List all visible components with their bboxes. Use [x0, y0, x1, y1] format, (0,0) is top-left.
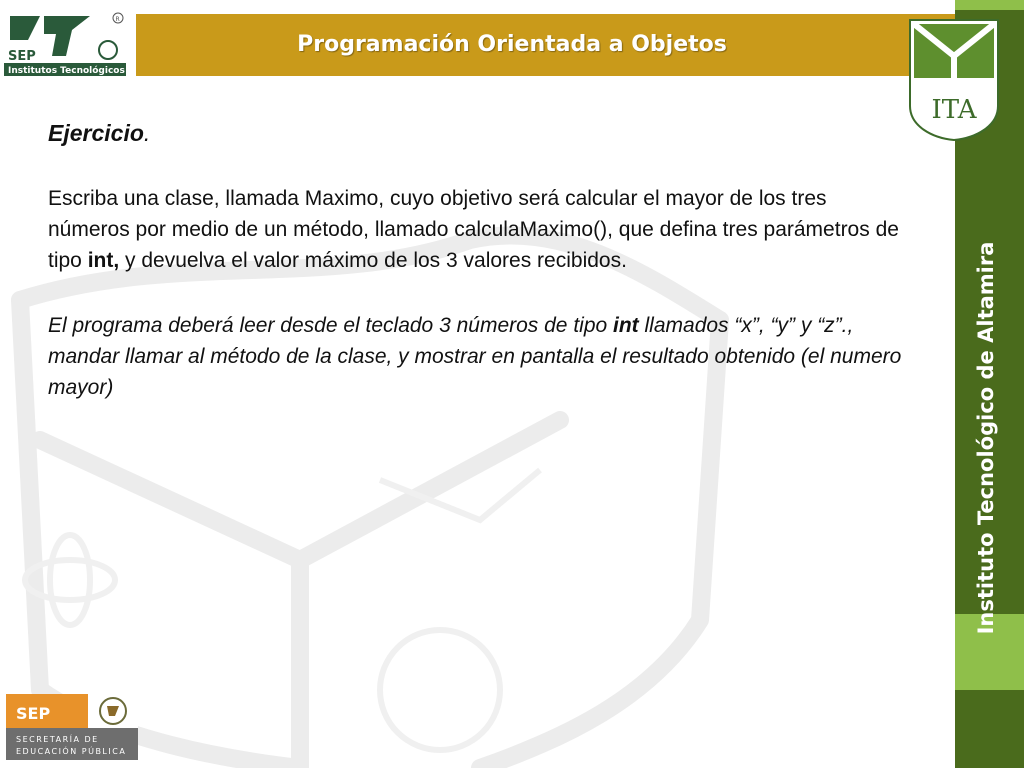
- p1-keyword-int: int,: [87, 249, 120, 272]
- ita-shield-icon: [906, 16, 1002, 142]
- institution-name: Instituto Tecnológico de Altamira: [974, 241, 998, 635]
- sep-top-abbr: SEP: [8, 49, 36, 64]
- sep-eagle-icon: [0, 0, 136, 86]
- ita-abbr: ITA: [931, 95, 977, 125]
- sep-bottom-line2: EDUCACIÓN PÚBLICA: [16, 747, 127, 756]
- sep-mexico-crest-icon: [6, 694, 138, 760]
- registered-mark: R: [115, 16, 120, 23]
- exercise-paragraph-1: [48, 183, 908, 276]
- ita-logo: [906, 16, 1002, 142]
- exercise-heading: [48, 118, 908, 149]
- exercise-content: [48, 118, 908, 437]
- p2-text-b: llamados “x”, “y” y “z”., mandar llamar al método de la clase, y mostrar en pantalla el resultado obtenido (el numero mayor): [48, 314, 902, 399]
- sep-secretaria-logo: [6, 694, 138, 760]
- slide-title: Programación Orientada a Objetos: [297, 32, 727, 57]
- p2-text-a: El programa deberá leer desde el teclado 3 números de tipo: [48, 314, 614, 337]
- sep-institutos-logo: [0, 0, 136, 86]
- sep-bottom-abbr: SEP: [16, 704, 51, 723]
- sep-top-subtitle: Institutos Tecnológicos: [8, 66, 125, 76]
- side-band-accent-top: [955, 0, 1024, 10]
- exercise-heading-punct: .: [143, 120, 151, 146]
- p2-keyword-int: int: [613, 314, 639, 337]
- p1-text-a: Escriba una clase, llamada Maximo, cuyo objetivo será calcular el mayor de los tres números por medio de un método, llamado calculaMaximo(), que defina tres parámetros de tipo: [48, 187, 899, 272]
- p1-text-b: y devuelva el valor máximo de los 3 valores recibidos.: [119, 249, 627, 272]
- exercise-paragraph-2: [48, 310, 908, 403]
- sep-bottom-line1: SECRETARÍA DE: [16, 735, 99, 744]
- exercise-heading-text: Ejercicio: [48, 120, 144, 146]
